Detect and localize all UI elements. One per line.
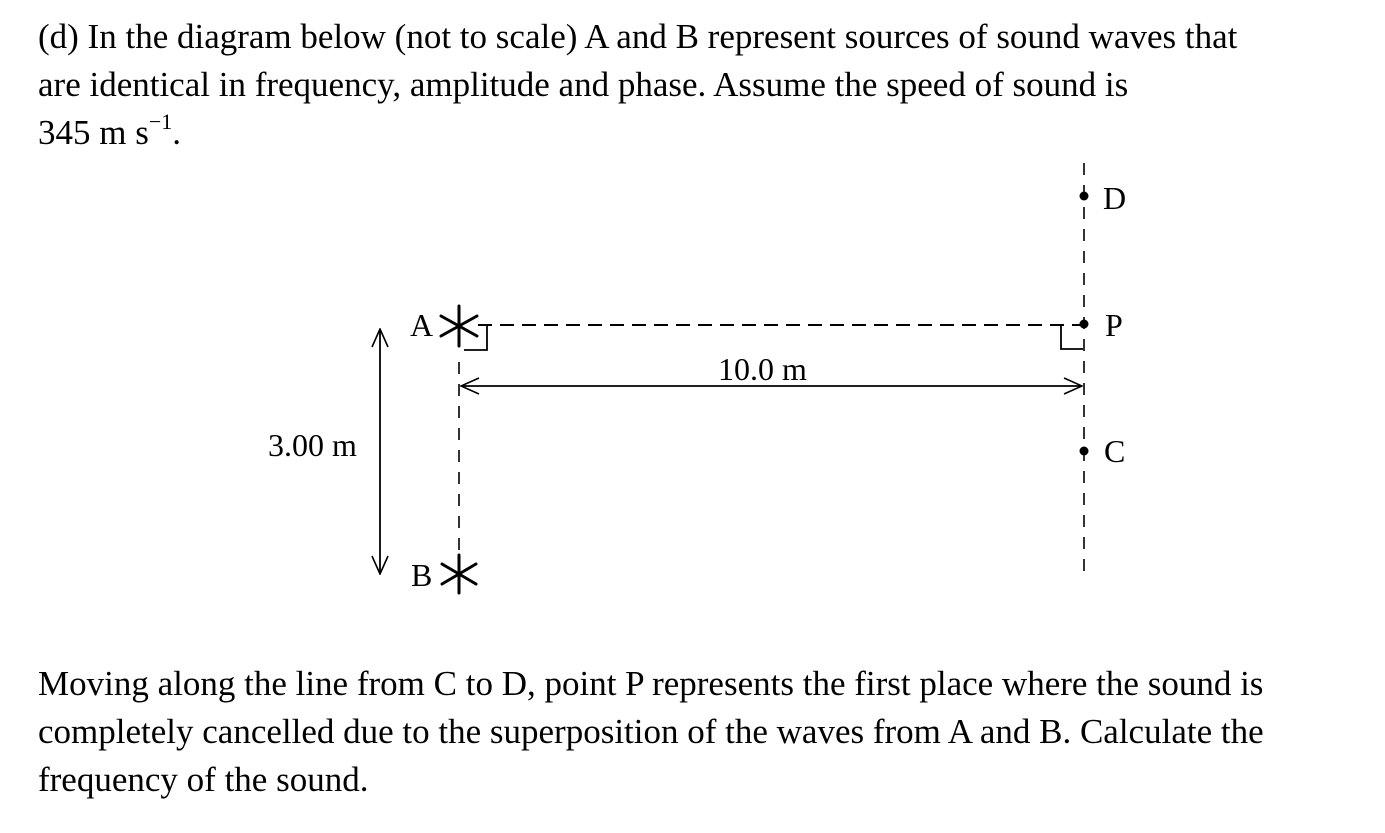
point-c-label: C [1104, 433, 1126, 469]
point-d-dot [1080, 192, 1089, 201]
point-p-label: P [1105, 307, 1123, 343]
distance-label: 10.0 m [718, 351, 807, 387]
point-d-label: D [1103, 180, 1127, 216]
question-line-1: Moving along the line from C to D, point P represents the first place where the sound is [38, 664, 1264, 703]
right-angle-marker-p [1061, 325, 1083, 349]
point-p-dot [1080, 320, 1089, 329]
question-text [38, 660, 1264, 804]
speed-period: . [172, 113, 182, 152]
speed-unit-exponent: −1 [148, 109, 173, 134]
question-line-2: completely cancelled due to the superposition of the waves from A and B. Calculate the [38, 712, 1264, 751]
question-line-3: frequency of the sound. [38, 760, 369, 799]
source-a-star-icon [441, 306, 477, 346]
right-angle-marker-a [464, 325, 487, 350]
speed-value: 345 m s [38, 113, 149, 152]
source-b-star-icon [442, 555, 476, 593]
point-c-dot [1080, 447, 1089, 456]
separation-label: 3.00 m [268, 427, 357, 463]
source-b-label: B [411, 557, 433, 593]
source-a-label: A [410, 307, 434, 343]
intro-line-2: are identical in frequency, amplitude and phase. Assume the speed of sound is [38, 65, 1129, 104]
intro-line-1: (d) In the diagram below (not to scale) A and B represent sources of sound waves that [38, 17, 1238, 56]
